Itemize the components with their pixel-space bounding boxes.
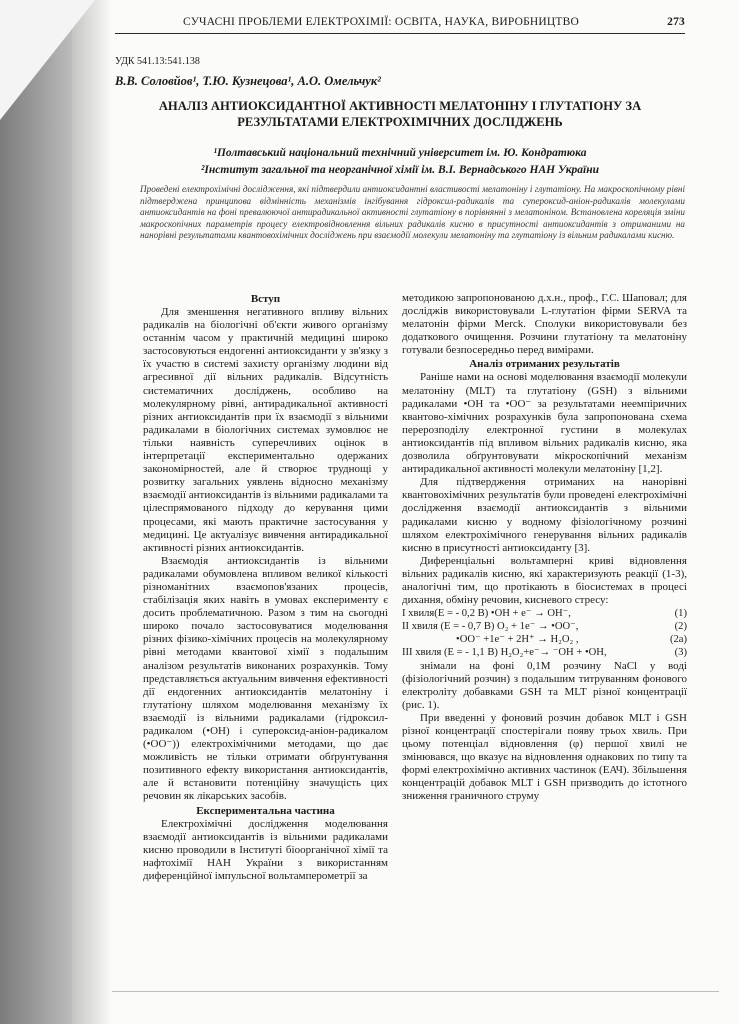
abstract: Проведені електрохімічні дослідження, які підтвердили антиоксидантні властивості мелатоніну і глутатіону. На макроскопічному рівні підтверджена принципова відмінність механізмів інгібування гідроксил-радикалів та супероксид-аніон-радикалів молекулами антиоксидантів на фоні превалюючої антирадикальної активності глутатіону в порівнянні з мелатоніном. Встановлена кореляція зміни макроскопічних параметрів процесу електровідновлення вільних радикалів кисню в присутності антиоксидантів з отриманими на нанорівні результатами квантовохімічних досліджень при взаємодії молекули мелатоніну та глутатіону із вільним радикалами кисню. [140, 184, 685, 241]
udc-code: УДК 541.13:541.138 [115, 56, 200, 67]
equation-1 [402, 607, 687, 620]
equation-3-text: III хвиля (E = - 1,1 B) H₂O₂+e⁻→ ⁻OH + •OH, [402, 647, 607, 659]
equation-2-text: II хвиля (E = - 0,7 B) O₂ + 1e⁻ → •OO⁻, [402, 621, 579, 633]
analysis-paragraph-5: При введенні у фоновий розчин добавок MLT і GSH різної концентрації спостерігали появу трьох хвиль. При цьому потенціал відновлення (φ) першої хвилі не змінювався, що вказує на відновлення однакових по типу та формі електрохімічно активних частинок (ЕАЧ). Збільшення концентрацій добавок MLT і GSH призводить до істотного зниження граничного струму [402, 711, 687, 803]
running-title: СУЧАСНІ ПРОБЛЕМИ ЕЛЕКТРОХІМІЇ: ОСВІТА, НАУКА, ВИРОБНИЦТВО [183, 16, 579, 28]
running-header [115, 14, 685, 34]
equation-1-text: I хвиля(E = - 0,2 B) •OH + e⁻ → OH⁻, [402, 608, 571, 620]
equation-2a [402, 633, 687, 646]
equation-1-number: (1) [674, 608, 687, 620]
right-column [402, 292, 687, 804]
heading-experimental: Експериментальна частина [196, 804, 335, 817]
equation-2a-number: (2a) [669, 634, 687, 646]
folded-corner [0, 0, 95, 120]
continuation-paragraph: методикою запропонованою д.х.н., проф., Г.С. Шаповал; для досліджів використовували L-глутатіон фірми SERVA та мелатонін фірми Merck. Сполуки використовували без додаткового очищення. Розчини глутатіону та мелатоніну готували безпосередньо перед вимірами. [402, 292, 687, 357]
affiliations [115, 145, 685, 179]
affiliation-2: ²Інститут загальної та неорганічної хімії ім. В.І. Вернадського НАН України [200, 164, 600, 176]
paper-title: АНАЛІЗ АНТИОКСИДАНТНОЇ АКТИВНОСТІ МЕЛАТОНІНУ І ГЛУТАТІОНУ ЗА РЕЗУЛЬТАТАМИ ЕЛЕКТРОХІМІЧНИХ ДОСЛІДЖЕНЬ [158, 99, 642, 129]
intro-paragraph-1: Для зменшення негативного впливу вільних радикалів на біологічні об'єкти живого організму останнім часом у практичній медицині широко застосовуються ендогенні антиоксиданти у зв'язку з їх участю в системі захисту організму людини від агресивної дії вільних радикалів. Відсутність систематичних досліджень, особливо на молекулярному рівні, антирадикальної активності різних антиоксидантів при їх взаємодії з вільними радикалами в біологічних системах зумовлює не тільки наявність суперечливих оцінок в інтерпретації експериментально одержаних закономірностей, але й створює труднощі у розвитку загальних уявлень відносно механізму взаємодії антиоксидантів із вільними радикалами та цілеспрямованого підходу до керування цими процесами, які мають практичне застосування у медицині. Це актуалізує вивчення антирадикальної активності різних антиоксидантів. [143, 306, 388, 554]
intro-paragraph-2: Взаємодія антиоксидантів із вільними радикалами обумовлена впливом великої кількості різноманітних взаємопов'язаних процесів, стабілізація яких навіть в умовах експерименту є досить проблематичною. Разом з тим на сьогодні широко почало застосовуватися моделювання різних фізико-хімічних процесів на молекулярному рівні методами квантової хімії з подальшим аналізом результатів виконаних розрахунків. Тому представляється актуальним вивчення ефективності дії ендогенних антиоксидантів мелатоніну і глутатіону шляхом моделювання механізму їх взаємодії із вільними радикалами (гідроксил-радикалом (•OH) і супероксид-аніон-радикалом (•OO⁻)) електрохімічними методами, що дає можливість не тільки отримати обґрунтування позитивного ефекту використання антиоксидантів, але й встановити потенційну значущість цих речовин як лікарських засобів. [143, 554, 388, 803]
equation-2 [402, 620, 687, 633]
page-bottom-edge [112, 991, 719, 992]
equation-3-number: (3) [674, 647, 687, 659]
analysis-paragraph-2: Для підтвердження отриманих на нанорівні квантовохімічних результатів були проведені електрохімічні дослідження взаємодії антиоксидантів з вільними радикалами кисню у водному фізіологічному розчині шляхом електрохімічного генерування вільних радикалів кисню в присутності антиоксиданту [3]. [402, 476, 687, 554]
heading-intro: Вступ [250, 293, 281, 305]
page-number: 273 [667, 16, 685, 28]
heading-analysis: Аналіз отриманих результатів [469, 358, 620, 371]
analysis-paragraph-4: знімали на фоні 0,1М розчину NaCl у воді (фізіологічний розчин) з подальшим титруванням фонового електроліту добавками GSH та MLT різної концентрації (рис. 1). [402, 659, 687, 711]
affiliation-1: ¹Полтавський національний технічний університет ім. Ю. Кондратюка [213, 147, 587, 159]
experimental-paragraph-1: Електрохімічні дослідження моделювання взаємодії антиоксидантів із вільними радикалами кисню проводили в Інституті біоорганічної хімії та нафтохімії НАН України з використанням диференційної імпульсної вольтамперометрії за [143, 817, 388, 882]
left-column [143, 292, 388, 883]
equation-2a-text: •OO⁻ +1e⁻ + 2H⁺ → H₂O₂ , [456, 634, 579, 646]
authors: В.В. Соловйов¹, Т.Ю. Кузнецова¹, А.О. Омельчук² [115, 74, 381, 88]
equation-2-number: (2) [674, 621, 687, 633]
equation-3 [402, 646, 687, 659]
analysis-paragraph-3: Диференціальні вольтамперні криві відновлення вільних радикалів кисню, які характеризують реакції (1-3), аналогічні тим, що протікають в біосистемах в процесі дихання, обміну речовин, кисневого стресу: [402, 554, 687, 607]
analysis-paragraph-1: Раніше нами на основі моделювання взаємодії молекули мелатоніну (MLT) та глутатіону (GSH) з вільними радикалами •OH та •OO⁻ за результатами неемпіричних квантово-хімічних розрахунків була запропонована схема перерозподілу електронної густини в молекулах антиоксидантів під впливом вільних радикалів кисню, яка дозволила обґрунтовувати мікроскопічний механізм антирадикальної активності молекули мелатоніну [1,2]. [402, 371, 687, 476]
